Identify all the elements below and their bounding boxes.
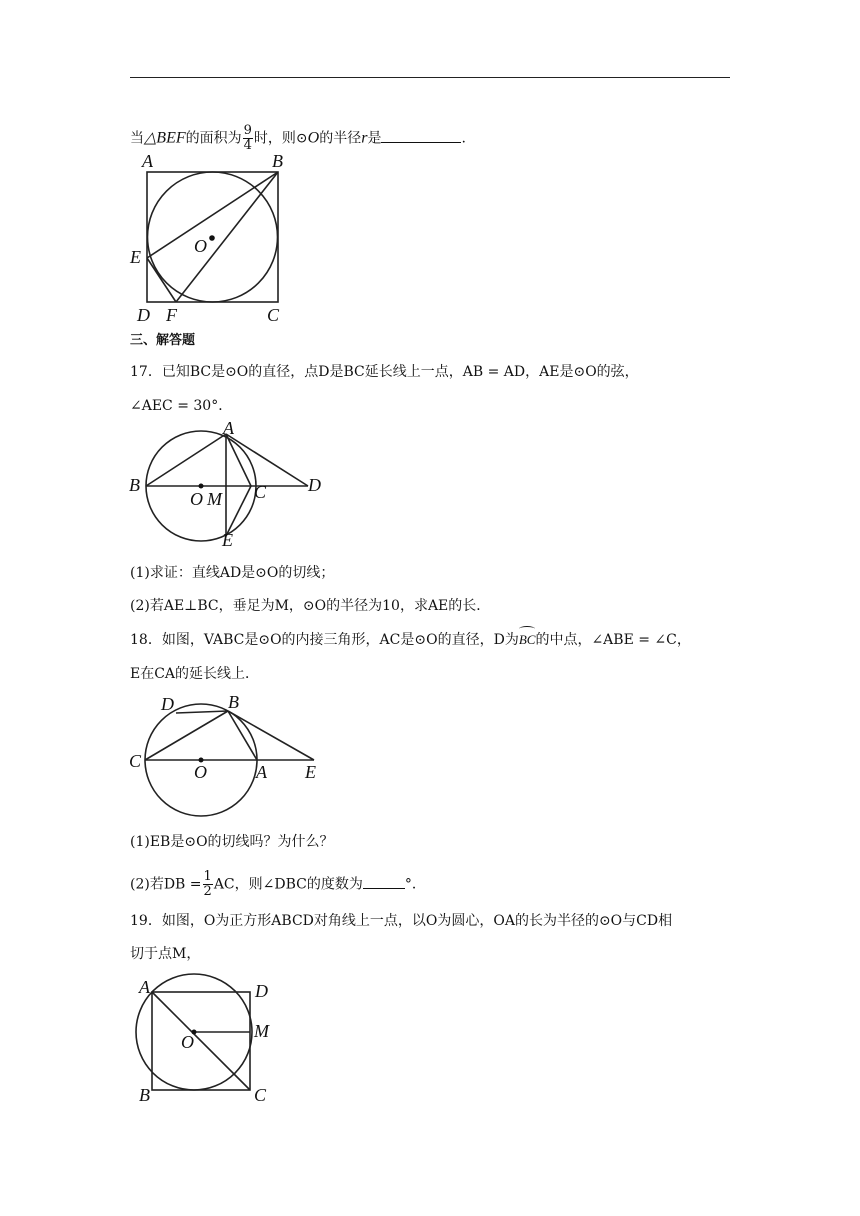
fig17-label-d: D <box>308 475 321 495</box>
fig16-label-d: D <box>137 305 150 325</box>
fig18-label-o: O <box>194 762 207 782</box>
q18-sub2 <box>130 870 426 899</box>
q18-l1c: 的中点，∠ABE = ∠C， <box>535 632 691 648</box>
fig17-label-m: M <box>207 489 222 509</box>
fig16-label-e: E <box>130 247 141 267</box>
figure-18 <box>128 690 328 820</box>
fig19-label-d: D <box>255 981 268 1001</box>
q16-pre: 当 <box>130 130 144 147</box>
q16-fraction <box>243 124 253 153</box>
q17-sub1: (1)求证：直线AD是⊙O的切线； <box>130 565 335 581</box>
fig17-label-o: O <box>190 489 203 509</box>
fig19-label-a: A <box>139 977 150 997</box>
q16-o: O <box>307 129 320 147</box>
q18-line2: E在CA的延长线上． <box>130 666 260 682</box>
q18-frac-num: 1 <box>203 869 212 884</box>
q18-l1a: 18．如图，V <box>130 632 213 648</box>
fig18-label-b: B <box>228 692 239 712</box>
fig17-label-b: B <box>129 475 140 495</box>
q18-sub1: (1)EB是⊙O的切线吗？为什么？ <box>130 834 334 850</box>
q18-sub2c: °． <box>404 876 426 893</box>
figure-19 <box>128 970 288 1110</box>
q16-post: 时，则⊙ <box>253 130 308 147</box>
fig16-label-c: C <box>267 305 280 325</box>
fig19-diagonal-ac <box>152 992 250 1090</box>
fig18-label-e: E <box>305 762 316 782</box>
fig17-line-ce <box>226 486 251 536</box>
q16-frac-den: 4 <box>243 138 252 153</box>
fig17-label-e: E <box>222 530 233 550</box>
fig16-label-f: F <box>166 305 177 325</box>
fig16-line-bf <box>176 172 278 302</box>
q19-line1: 19．如图，O为正方形ABCD对角线上一点，以O为圆心，OA的长为半径的⊙O与CD相 <box>130 913 673 929</box>
q18-sub2a: (2)若DB = <box>130 876 202 893</box>
fig17-label-c: C <box>254 482 267 502</box>
fig19-label-c: C <box>254 1085 267 1105</box>
q17-sub2: (2)若AE⊥BC，垂足为M，⊙O的半径为10，求AE的长． <box>130 598 491 614</box>
fig19-label-b: B <box>139 1085 150 1105</box>
fig17-center-dot <box>199 484 204 489</box>
figure-17 <box>128 420 328 550</box>
fig16-label-o: O <box>194 236 207 256</box>
q16-tail: 的半径 <box>319 130 362 147</box>
fig17-label-a: A <box>223 418 234 438</box>
q16-end: . <box>461 130 466 147</box>
q16-r: r <box>361 129 368 147</box>
fig18-line-cb <box>145 711 228 760</box>
fig16-line-ef <box>147 258 176 302</box>
q16-triangle: △BEF <box>144 129 186 147</box>
q18-line1 <box>130 630 691 650</box>
fig17-line-ba <box>146 434 226 486</box>
q19-line2: 切于点M， <box>130 946 201 962</box>
q18-arc-bc: BC <box>519 630 536 650</box>
fig18-label-c: C <box>129 751 142 771</box>
fig18-label-d: D <box>161 694 174 714</box>
q18-frac-den: 2 <box>203 884 212 899</box>
q17-line1: 17．已知BC是⊙O的直径，点D是BC延长线上一点，AB = AD，AE是⊙O的弦， <box>130 364 639 380</box>
q18-sub2b: AC，则∠DBC的度数为 <box>213 876 363 893</box>
fig16-label-a: A <box>142 151 153 171</box>
q18-l1b: ABC是⊙O的内接三角形，AC是⊙O的直径，D为 <box>212 632 519 648</box>
q16-mid: 的面积为 <box>185 130 242 147</box>
fig19-label-o: O <box>181 1032 194 1052</box>
fig18-line-db <box>176 711 228 713</box>
q16-tail2: 是 <box>367 130 382 147</box>
q16-answer-blank[interactable] <box>381 128 461 143</box>
fig16-line-be <box>147 172 278 258</box>
q18-answer-blank[interactable] <box>363 874 405 889</box>
q16-text <box>130 124 466 153</box>
q18-fraction <box>203 870 213 899</box>
section-title: 三、解答题 <box>130 333 196 348</box>
q16-frac-num: 9 <box>243 123 252 138</box>
fig19-label-m: M <box>254 1021 269 1041</box>
q17-line2: ∠AEC = 30°． <box>130 398 233 414</box>
fig16-label-b: B <box>272 151 283 171</box>
fig18-line-be <box>228 711 314 760</box>
header-rule <box>130 77 730 78</box>
fig18-label-a: A <box>256 762 267 782</box>
fig16-center-dot <box>209 235 215 241</box>
figure-16 <box>128 150 288 325</box>
